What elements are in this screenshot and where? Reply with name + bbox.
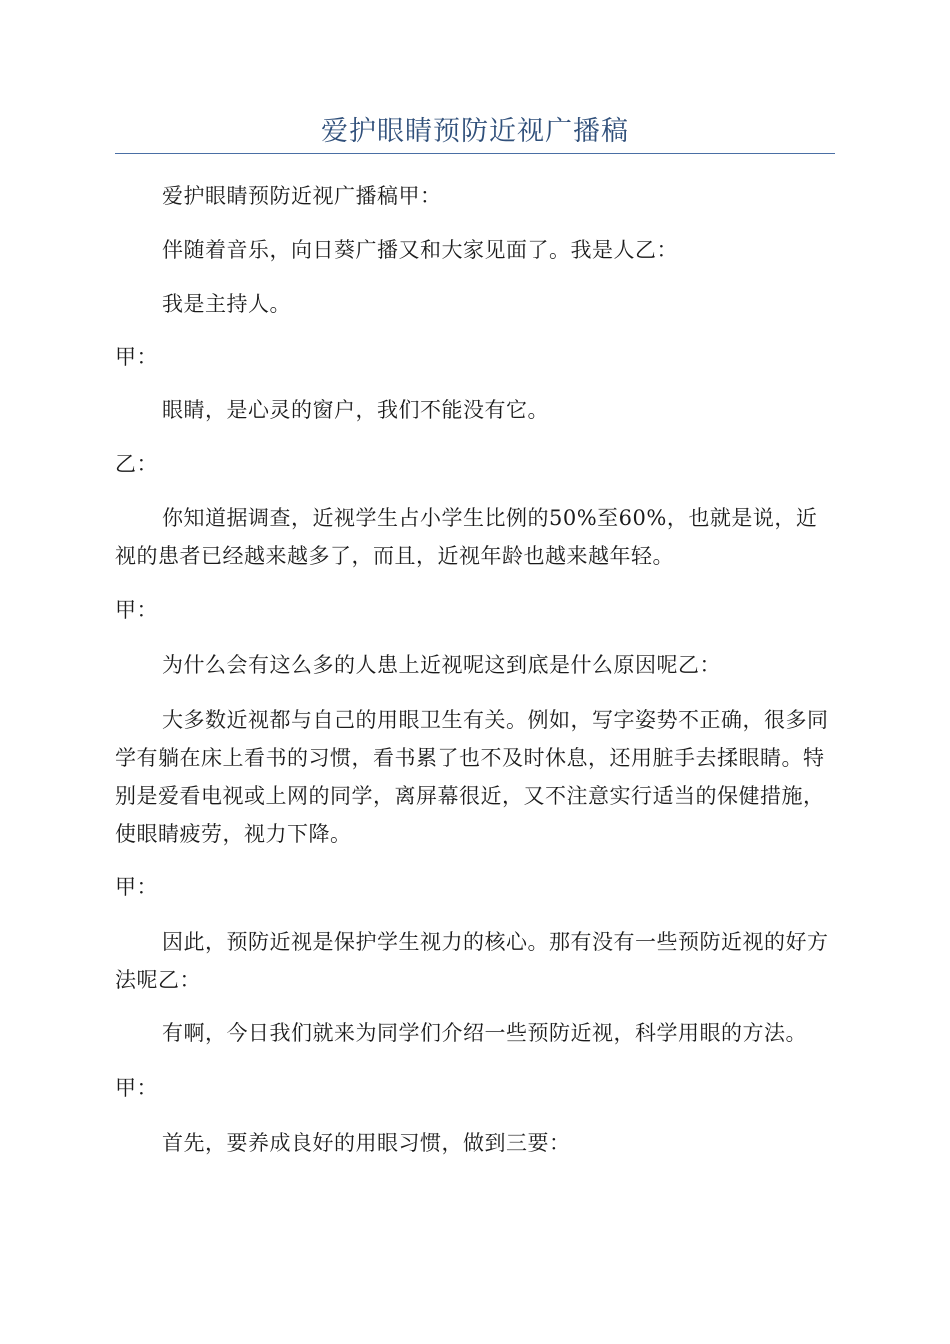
paragraph-15: 首先，要养成良好的用眼习惯，做到三要： (162, 1131, 571, 1155)
speaker-label: 甲： (115, 598, 158, 622)
paragraph-13: 有啊，今日我们就来为同学们介绍一些预防近视，科学用眼的方法。 (162, 1021, 807, 1045)
paragraph-2: 伴随着音乐，向日葵广播又和大家见面了。我是人乙： (162, 238, 678, 262)
document-title: 爱护眼睛预防近视广播稿 (321, 116, 629, 147)
paragraph-3: 我是主持人。 (162, 292, 291, 316)
paragraph-10: 大多数近视都与自己的用眼卫生有关。例如，写字姿势不正确，很多同学有躺在床上看书的习惯，看书累了也不及时休息，还用脏手去揉眼睛。特别是爱看电视或上网的同学，离屏幕很近，又不注意实行适当的保健措施，使眼睛疲劳，视力下降。 (115, 708, 829, 846)
paragraph-7: 你知道据调查，近视学生占小学生比例的50%至60%，也就是说，近视的患者已经越来越多了，而且，近视年龄也越来越年轻。 (115, 506, 818, 568)
paragraph-1: 爱护眼睛预防近视广播稿甲： (162, 184, 442, 208)
speaker-label: 乙： (115, 452, 158, 476)
speaker-label: 甲： (115, 875, 158, 899)
speaker-label: 甲： (115, 345, 158, 369)
paragraph-12: 因此，预防近视是保护学生视力的核心。那有没有一些预防近视的好方法呢乙： (115, 930, 829, 992)
speaker-label: 甲： (115, 1076, 158, 1100)
paragraph-9: 为什么会有这么多的人患上近视呢这到底是什么原因呢乙： (162, 653, 721, 677)
paragraph-5: 眼睛，是心灵的窗户，我们不能没有它。 (162, 398, 549, 422)
title-underline (115, 153, 835, 154)
